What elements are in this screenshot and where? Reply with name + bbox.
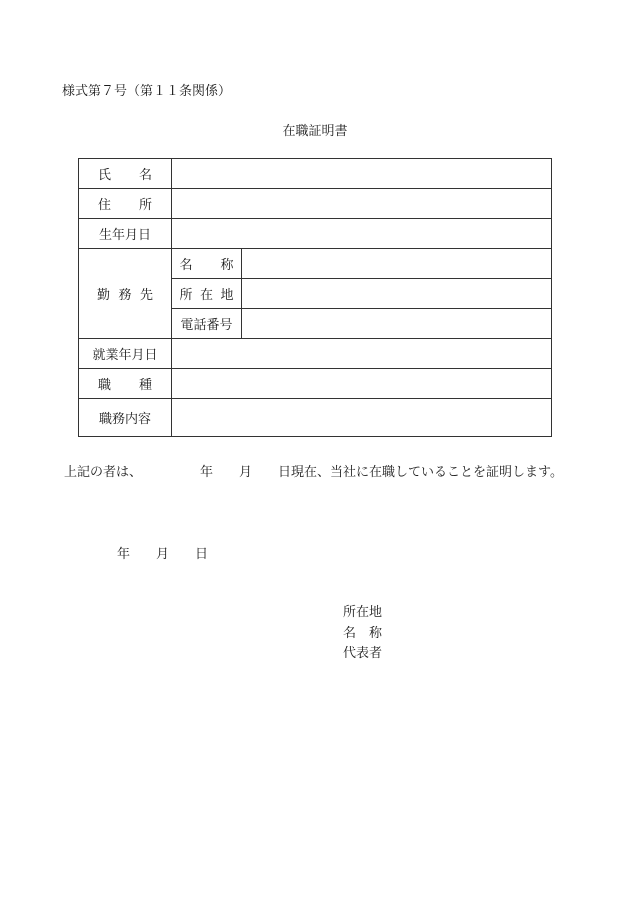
workplace-location-label: 所 在 地: [172, 279, 242, 309]
statement-suffix: 日現在、当社に在職していることを証明します。: [278, 465, 564, 480]
issue-date: [117, 543, 208, 562]
employment-date-field[interactable]: [172, 339, 552, 369]
name-label: 氏 名: [79, 159, 172, 189]
statement-prefix: 上記の者は、: [64, 465, 143, 480]
job-type-row: [79, 369, 552, 399]
signer-name-label: 名 称: [343, 626, 383, 641]
document-title: 在職証明書: [282, 124, 348, 139]
name-row: [79, 159, 552, 189]
employment-date-label: 就業年月日: [79, 339, 172, 369]
address-label: 住 所: [79, 189, 172, 219]
certificate-table: [78, 158, 552, 437]
job-type-field[interactable]: [172, 369, 552, 399]
form-number: 様式第７号（第１１条関係）: [62, 84, 232, 99]
workplace-phone-label: 電話番号: [172, 309, 242, 339]
workplace-phone-field[interactable]: [242, 309, 552, 339]
certification-statement: [64, 461, 563, 480]
job-content-row: [79, 399, 552, 437]
signer-location-label: 所在地: [343, 605, 383, 620]
birthdate-row: [79, 219, 552, 249]
job-content-label: 職務内容: [79, 399, 172, 437]
issue-date-month: 月: [156, 547, 170, 562]
birthdate-field[interactable]: [172, 219, 552, 249]
workplace-label: 勤 務 先: [79, 249, 172, 339]
employment-date-row: [79, 339, 552, 369]
statement-year: 年: [200, 465, 214, 480]
issue-date-year: 年: [117, 547, 131, 562]
address-field[interactable]: [172, 189, 552, 219]
name-field[interactable]: [172, 159, 552, 189]
birthdate-label: 生年月日: [79, 219, 172, 249]
workplace-location-field[interactable]: [242, 279, 552, 309]
address-row: [79, 189, 552, 219]
workplace-name-field[interactable]: [242, 249, 552, 279]
workplace-name-label: 名 称: [172, 249, 242, 279]
issue-date-day: 日: [195, 547, 209, 562]
job-type-label: 職 種: [79, 369, 172, 399]
statement-month: 月: [239, 465, 253, 480]
workplace-name-row: [79, 249, 552, 279]
job-content-field[interactable]: [172, 399, 552, 437]
signer-representative-label: 代表者: [343, 646, 383, 661]
